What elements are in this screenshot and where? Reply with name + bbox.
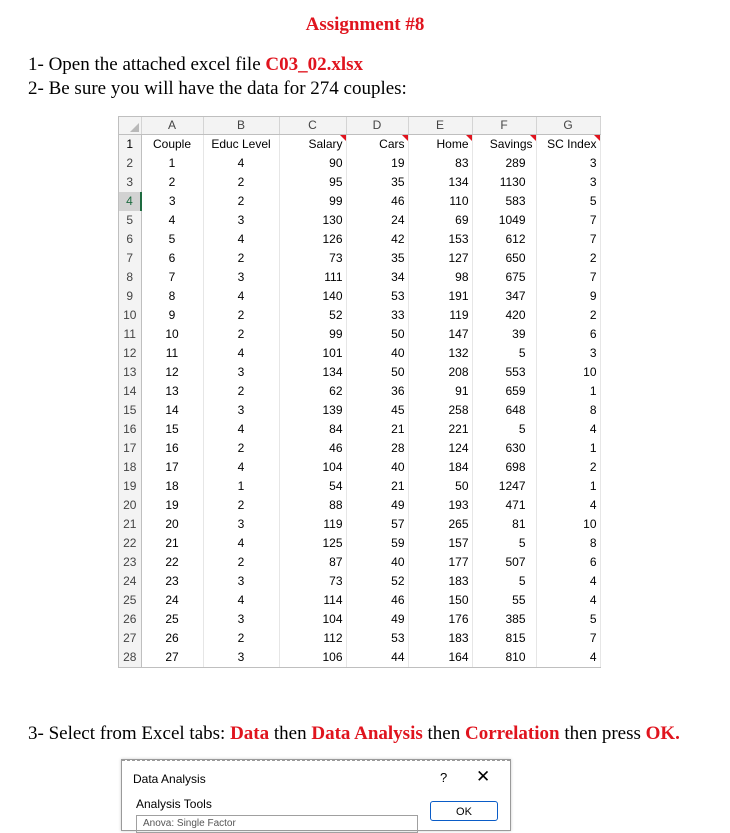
data-cell[interactable]: 83 bbox=[408, 154, 472, 173]
corner-triangle-icon bbox=[130, 123, 139, 132]
data-cell[interactable]: 4 bbox=[536, 496, 600, 515]
table-row bbox=[119, 439, 600, 458]
data-cell[interactable]: 3 bbox=[536, 344, 600, 363]
data-cell[interactable]: 127 bbox=[408, 249, 472, 268]
data-cell[interactable]: 22 bbox=[141, 553, 203, 572]
data-cell[interactable]: 13 bbox=[141, 382, 203, 401]
data-cell[interactable]: 16 bbox=[141, 439, 203, 458]
data-cell[interactable]: 8 bbox=[141, 287, 203, 306]
menu-ok: OK. bbox=[645, 723, 680, 744]
data-cell[interactable]: 150 bbox=[408, 591, 472, 610]
data-cell[interactable]: 3 bbox=[203, 363, 279, 382]
table-row bbox=[119, 173, 600, 192]
data-cell[interactable]: 147 bbox=[408, 325, 472, 344]
column-header-a[interactable]: A bbox=[141, 117, 203, 135]
row-number[interactable]: 7 bbox=[119, 249, 141, 268]
data-cell[interactable]: 46 bbox=[279, 439, 346, 458]
table-row bbox=[119, 496, 600, 515]
data-cell[interactable]: 99 bbox=[279, 325, 346, 344]
data-cell[interactable]: 24 bbox=[141, 591, 203, 610]
step-2: 2- Be sure you will have the data for 274 couples: bbox=[28, 78, 407, 99]
table-row bbox=[119, 192, 600, 211]
row-number[interactable]: 9 bbox=[119, 287, 141, 306]
data-cell[interactable]: 140 bbox=[279, 287, 346, 306]
data-cell[interactable]: 5 bbox=[472, 420, 536, 439]
table-row bbox=[119, 211, 600, 230]
data-cell[interactable]: 15 bbox=[141, 420, 203, 439]
data-cell[interactable]: 5 bbox=[472, 344, 536, 363]
table-row bbox=[119, 306, 600, 325]
data-cell[interactable]: 289 bbox=[472, 154, 536, 173]
data-cell[interactable]: 9 bbox=[536, 287, 600, 306]
data-cell[interactable]: 18 bbox=[141, 477, 203, 496]
step-3 bbox=[28, 723, 680, 745]
data-cell[interactable]: 648 bbox=[472, 401, 536, 420]
data-cell[interactable]: 553 bbox=[472, 363, 536, 382]
data-cell[interactable]: 347 bbox=[472, 287, 536, 306]
data-cell[interactable]: 69 bbox=[408, 211, 472, 230]
file-name: C03_02.xlsx bbox=[265, 54, 364, 75]
data-cell[interactable]: 42 bbox=[346, 230, 408, 249]
data-cell[interactable]: 95 bbox=[279, 173, 346, 192]
data-cell[interactable]: 6 bbox=[536, 325, 600, 344]
data-cell[interactable]: 49 bbox=[346, 610, 408, 629]
data-cell[interactable]: 2 bbox=[203, 192, 279, 211]
data-cell[interactable]: 84 bbox=[279, 420, 346, 439]
row-number[interactable]: 11 bbox=[119, 325, 141, 344]
table-row bbox=[119, 534, 600, 553]
table-row bbox=[119, 401, 600, 420]
data-cell[interactable]: 10 bbox=[536, 363, 600, 382]
data-cell[interactable]: 10 bbox=[141, 325, 203, 344]
step-1-text: 1- Open the attached excel file bbox=[28, 54, 266, 75]
data-cell[interactable]: 176 bbox=[408, 610, 472, 629]
data-cell[interactable]: 5 bbox=[141, 230, 203, 249]
row-number[interactable]: 1 bbox=[119, 135, 141, 155]
data-cell[interactable]: 34 bbox=[346, 268, 408, 287]
header-cell[interactable]: Home bbox=[408, 135, 472, 155]
data-cell[interactable]: 4 bbox=[203, 420, 279, 439]
data-cell[interactable]: 12 bbox=[141, 363, 203, 382]
row-number[interactable]: 28 bbox=[119, 648, 141, 667]
data-cell[interactable]: 111 bbox=[279, 268, 346, 287]
analysis-tools-label: Analysis Tools bbox=[136, 797, 212, 811]
data-cell[interactable]: 2 bbox=[203, 306, 279, 325]
data-cell[interactable]: 14 bbox=[141, 401, 203, 420]
data-cell[interactable]: 208 bbox=[408, 363, 472, 382]
data-cell[interactable]: 7 bbox=[536, 211, 600, 230]
data-cell[interactable]: 2 bbox=[203, 173, 279, 192]
row-number[interactable]: 12 bbox=[119, 344, 141, 363]
menu-data-analysis: Data Analysis bbox=[311, 723, 423, 744]
data-cell[interactable]: 73 bbox=[279, 249, 346, 268]
analysis-tools-list-item[interactable]: Anova: Single Factor bbox=[143, 818, 236, 829]
table-row bbox=[119, 268, 600, 287]
data-cell[interactable]: 130 bbox=[279, 211, 346, 230]
table-row bbox=[119, 249, 600, 268]
row-number[interactable]: 21 bbox=[119, 515, 141, 534]
data-cell[interactable]: 114 bbox=[279, 591, 346, 610]
data-cell[interactable]: 810 bbox=[472, 648, 536, 667]
data-cell[interactable]: 2 bbox=[203, 325, 279, 344]
menu-data: Data bbox=[230, 723, 270, 744]
data-cell[interactable]: 45 bbox=[346, 401, 408, 420]
data-cell[interactable]: 2 bbox=[536, 306, 600, 325]
data-cell[interactable]: 3 bbox=[203, 572, 279, 591]
spreadsheet-grid[interactable] bbox=[119, 117, 601, 667]
data-cell[interactable]: 10 bbox=[536, 515, 600, 534]
data-cell[interactable]: 193 bbox=[408, 496, 472, 515]
data-cell[interactable]: 7 bbox=[536, 629, 600, 648]
data-cell[interactable]: 17 bbox=[141, 458, 203, 477]
spreadsheet[interactable] bbox=[118, 116, 601, 668]
row-number[interactable]: 23 bbox=[119, 553, 141, 572]
data-cell[interactable]: 106 bbox=[279, 648, 346, 667]
data-cell[interactable]: 53 bbox=[346, 629, 408, 648]
row-number[interactable]: 5 bbox=[119, 211, 141, 230]
data-cell[interactable]: 24 bbox=[346, 211, 408, 230]
table-row bbox=[119, 591, 600, 610]
header-row bbox=[119, 135, 600, 155]
data-cell[interactable]: 177 bbox=[408, 553, 472, 572]
data-cell[interactable]: 1130 bbox=[472, 173, 536, 192]
data-cell[interactable]: 11 bbox=[141, 344, 203, 363]
dialog-top-border bbox=[122, 760, 510, 763]
data-cell[interactable]: 87 bbox=[279, 553, 346, 572]
step-3-then-3: then press bbox=[559, 723, 646, 744]
data-cell[interactable]: 258 bbox=[408, 401, 472, 420]
data-cell[interactable]: 659 bbox=[472, 382, 536, 401]
data-cell[interactable]: 8 bbox=[536, 534, 600, 553]
table-row bbox=[119, 325, 600, 344]
data-analysis-dialog bbox=[121, 759, 511, 831]
step-1 bbox=[28, 54, 363, 76]
row-number[interactable]: 19 bbox=[119, 477, 141, 496]
data-cell[interactable]: 471 bbox=[472, 496, 536, 515]
data-cell[interactable]: 126 bbox=[279, 230, 346, 249]
table-row bbox=[119, 553, 600, 572]
data-cell[interactable]: 139 bbox=[279, 401, 346, 420]
row-number[interactable]: 6 bbox=[119, 230, 141, 249]
data-cell[interactable]: 4 bbox=[203, 344, 279, 363]
data-cell[interactable]: 19 bbox=[141, 496, 203, 515]
data-cell[interactable]: 1 bbox=[536, 477, 600, 496]
data-cell[interactable]: 21 bbox=[141, 534, 203, 553]
data-cell[interactable]: 3 bbox=[203, 211, 279, 230]
data-cell[interactable]: 35 bbox=[346, 249, 408, 268]
data-cell[interactable]: 507 bbox=[472, 553, 536, 572]
data-cell[interactable]: 134 bbox=[279, 363, 346, 382]
data-cell[interactable]: 2 bbox=[203, 439, 279, 458]
data-cell[interactable]: 2 bbox=[203, 629, 279, 648]
table-row bbox=[119, 287, 600, 306]
data-cell[interactable]: 3 bbox=[203, 610, 279, 629]
data-cell[interactable]: 221 bbox=[408, 420, 472, 439]
data-cell[interactable]: 650 bbox=[472, 249, 536, 268]
select-all-corner[interactable] bbox=[119, 117, 141, 135]
data-cell[interactable]: 420 bbox=[472, 306, 536, 325]
data-cell[interactable]: 1 bbox=[203, 477, 279, 496]
data-cell[interactable]: 1 bbox=[536, 382, 600, 401]
header-cell[interactable]: Educ Level bbox=[203, 135, 279, 155]
data-cell[interactable]: 4 bbox=[203, 591, 279, 610]
data-cell[interactable]: 265 bbox=[408, 515, 472, 534]
data-cell[interactable]: 104 bbox=[279, 610, 346, 629]
data-cell[interactable]: 3 bbox=[203, 268, 279, 287]
row-number[interactable]: 25 bbox=[119, 591, 141, 610]
row-number[interactable]: 3 bbox=[119, 173, 141, 192]
data-cell[interactable]: 4 bbox=[536, 572, 600, 591]
header-cell[interactable]: Couple bbox=[141, 135, 203, 155]
table-row bbox=[119, 344, 600, 363]
data-cell[interactable]: 164 bbox=[408, 648, 472, 667]
data-cell[interactable]: 21 bbox=[346, 420, 408, 439]
row-number[interactable]: 16 bbox=[119, 420, 141, 439]
header-cell[interactable]: SC Index bbox=[536, 135, 600, 155]
data-cell[interactable]: 153 bbox=[408, 230, 472, 249]
data-cell[interactable]: 124 bbox=[408, 439, 472, 458]
page-title: Assignment #8 bbox=[305, 14, 425, 35]
data-cell[interactable]: 21 bbox=[346, 477, 408, 496]
data-cell[interactable]: 54 bbox=[279, 477, 346, 496]
data-cell[interactable]: 4 bbox=[203, 458, 279, 477]
data-cell[interactable]: 4 bbox=[203, 154, 279, 173]
data-cell[interactable]: 46 bbox=[346, 591, 408, 610]
data-cell[interactable]: 4 bbox=[203, 287, 279, 306]
data-cell[interactable]: 4 bbox=[536, 591, 600, 610]
data-cell[interactable]: 52 bbox=[346, 572, 408, 591]
data-cell[interactable]: 35 bbox=[346, 173, 408, 192]
row-number[interactable]: 18 bbox=[119, 458, 141, 477]
data-cell[interactable]: 191 bbox=[408, 287, 472, 306]
data-cell[interactable]: 46 bbox=[346, 192, 408, 211]
row-number[interactable]: 15 bbox=[119, 401, 141, 420]
data-cell[interactable]: 1 bbox=[141, 154, 203, 173]
data-cell[interactable]: 62 bbox=[279, 382, 346, 401]
data-cell[interactable]: 55 bbox=[472, 591, 536, 610]
column-header-b[interactable]: B bbox=[203, 117, 279, 135]
data-cell[interactable]: 7 bbox=[536, 230, 600, 249]
data-cell[interactable]: 815 bbox=[472, 629, 536, 648]
data-cell[interactable]: 23 bbox=[141, 572, 203, 591]
data-cell[interactable]: 40 bbox=[346, 553, 408, 572]
data-cell[interactable]: 630 bbox=[472, 439, 536, 458]
data-cell[interactable]: 110 bbox=[408, 192, 472, 211]
data-cell[interactable]: 39 bbox=[472, 325, 536, 344]
header-cell[interactable]: Salary bbox=[279, 135, 346, 155]
data-cell[interactable]: 98 bbox=[408, 268, 472, 287]
data-cell[interactable]: 5 bbox=[472, 534, 536, 553]
data-cell[interactable]: 28 bbox=[346, 439, 408, 458]
dialog-title: Data Analysis bbox=[133, 772, 206, 786]
row-number[interactable]: 20 bbox=[119, 496, 141, 515]
data-cell[interactable]: 90 bbox=[279, 154, 346, 173]
data-cell[interactable]: 7 bbox=[141, 268, 203, 287]
data-cell[interactable]: 6 bbox=[141, 249, 203, 268]
row-number[interactable]: 17 bbox=[119, 439, 141, 458]
header-cell[interactable]: Savings bbox=[472, 135, 536, 155]
data-cell[interactable]: 4 bbox=[536, 420, 600, 439]
table-row bbox=[119, 154, 600, 173]
table-row bbox=[119, 515, 600, 534]
data-cell[interactable]: 5 bbox=[536, 610, 600, 629]
data-cell[interactable]: 3 bbox=[141, 192, 203, 211]
data-cell[interactable]: 50 bbox=[346, 363, 408, 382]
column-header-g[interactable]: G bbox=[536, 117, 600, 135]
close-icon[interactable]: ✕ bbox=[476, 767, 491, 786]
data-cell[interactable]: 4 bbox=[141, 211, 203, 230]
data-cell[interactable]: 583 bbox=[472, 192, 536, 211]
data-cell[interactable]: 132 bbox=[408, 344, 472, 363]
data-cell[interactable]: 33 bbox=[346, 306, 408, 325]
data-cell[interactable]: 104 bbox=[279, 458, 346, 477]
column-header-c[interactable]: C bbox=[279, 117, 346, 135]
data-cell[interactable]: 183 bbox=[408, 629, 472, 648]
data-cell[interactable]: 5 bbox=[472, 572, 536, 591]
data-cell[interactable]: 675 bbox=[472, 268, 536, 287]
table-row bbox=[119, 610, 600, 629]
help-icon[interactable]: ? bbox=[440, 770, 448, 785]
row-number[interactable]: 22 bbox=[119, 534, 141, 553]
data-cell[interactable]: 36 bbox=[346, 382, 408, 401]
data-cell[interactable]: 44 bbox=[346, 648, 408, 667]
data-cell[interactable]: 125 bbox=[279, 534, 346, 553]
data-cell[interactable]: 2 bbox=[536, 249, 600, 268]
data-cell[interactable]: 91 bbox=[408, 382, 472, 401]
data-cell[interactable]: 3 bbox=[203, 401, 279, 420]
data-cell[interactable]: 4 bbox=[536, 648, 600, 667]
data-cell[interactable]: 1 bbox=[536, 439, 600, 458]
data-cell[interactable]: 88 bbox=[279, 496, 346, 515]
table-row bbox=[119, 572, 600, 591]
data-cell[interactable]: 2 bbox=[203, 553, 279, 572]
table-row bbox=[119, 648, 600, 667]
data-cell[interactable]: 40 bbox=[346, 458, 408, 477]
data-cell[interactable]: 2 bbox=[203, 496, 279, 515]
data-cell[interactable]: 40 bbox=[346, 344, 408, 363]
data-cell[interactable]: 7 bbox=[536, 268, 600, 287]
data-cell[interactable]: 134 bbox=[408, 173, 472, 192]
data-cell[interactable]: 3 bbox=[536, 154, 600, 173]
data-cell[interactable]: 184 bbox=[408, 458, 472, 477]
column-header-e[interactable]: E bbox=[408, 117, 472, 135]
data-cell[interactable]: 2 bbox=[203, 382, 279, 401]
data-cell[interactable]: 3 bbox=[203, 648, 279, 667]
data-cell[interactable]: 112 bbox=[279, 629, 346, 648]
data-cell[interactable]: 59 bbox=[346, 534, 408, 553]
row-number[interactable]: 26 bbox=[119, 610, 141, 629]
column-letters bbox=[119, 117, 600, 135]
data-cell[interactable]: 3 bbox=[536, 173, 600, 192]
table-row bbox=[119, 629, 600, 648]
header-cell[interactable]: Cars bbox=[346, 135, 408, 155]
data-cell[interactable]: 119 bbox=[279, 515, 346, 534]
data-cell[interactable]: 5 bbox=[536, 192, 600, 211]
data-cell[interactable]: 52 bbox=[279, 306, 346, 325]
analysis-tools-list[interactable] bbox=[136, 815, 418, 833]
column-header-d[interactable]: D bbox=[346, 117, 408, 135]
table-row bbox=[119, 363, 600, 382]
data-cell[interactable]: 50 bbox=[408, 477, 472, 496]
step-3-then-2: then bbox=[422, 723, 465, 744]
data-cell[interactable]: 57 bbox=[346, 515, 408, 534]
row-number[interactable]: 4 bbox=[119, 192, 141, 211]
menu-correlation: Correlation bbox=[464, 723, 560, 744]
data-cell[interactable]: 2 bbox=[203, 249, 279, 268]
data-cell[interactable]: 99 bbox=[279, 192, 346, 211]
data-cell[interactable]: 25 bbox=[141, 610, 203, 629]
row-number[interactable]: 2 bbox=[119, 154, 141, 173]
data-cell[interactable]: 157 bbox=[408, 534, 472, 553]
data-cell[interactable]: 2 bbox=[141, 173, 203, 192]
column-header-f[interactable]: F bbox=[472, 117, 536, 135]
row-number[interactable]: 14 bbox=[119, 382, 141, 401]
step-3-text: 3- Select from Excel tabs: bbox=[28, 723, 231, 744]
data-cell[interactable]: 8 bbox=[536, 401, 600, 420]
ok-button[interactable]: OK bbox=[430, 801, 498, 821]
data-cell[interactable]: 183 bbox=[408, 572, 472, 591]
data-cell[interactable]: 1247 bbox=[472, 477, 536, 496]
data-cell[interactable]: 4 bbox=[203, 534, 279, 553]
data-cell[interactable]: 27 bbox=[141, 648, 203, 667]
table-row bbox=[119, 230, 600, 249]
data-cell[interactable]: 2 bbox=[536, 458, 600, 477]
table-row bbox=[119, 458, 600, 477]
data-cell[interactable]: 385 bbox=[472, 610, 536, 629]
row-number[interactable]: 13 bbox=[119, 363, 141, 382]
data-cell[interactable]: 26 bbox=[141, 629, 203, 648]
data-cell[interactable]: 19 bbox=[346, 154, 408, 173]
data-cell[interactable]: 698 bbox=[472, 458, 536, 477]
data-cell[interactable]: 49 bbox=[346, 496, 408, 515]
data-cell[interactable]: 53 bbox=[346, 287, 408, 306]
data-cell[interactable]: 612 bbox=[472, 230, 536, 249]
row-number[interactable]: 24 bbox=[119, 572, 141, 591]
data-cell[interactable]: 101 bbox=[279, 344, 346, 363]
table-row bbox=[119, 477, 600, 496]
data-cell[interactable]: 3 bbox=[203, 515, 279, 534]
table-row bbox=[119, 420, 600, 439]
data-cell[interactable]: 9 bbox=[141, 306, 203, 325]
data-cell[interactable]: 4 bbox=[203, 230, 279, 249]
data-cell[interactable]: 119 bbox=[408, 306, 472, 325]
data-cell[interactable]: 81 bbox=[472, 515, 536, 534]
data-cell[interactable]: 73 bbox=[279, 572, 346, 591]
data-cell[interactable]: 20 bbox=[141, 515, 203, 534]
data-cell[interactable]: 50 bbox=[346, 325, 408, 344]
step-3-then-1: then bbox=[269, 723, 312, 744]
row-number[interactable]: 10 bbox=[119, 306, 141, 325]
row-number[interactable]: 27 bbox=[119, 629, 141, 648]
data-cell[interactable]: 1049 bbox=[472, 211, 536, 230]
data-cell[interactable]: 6 bbox=[536, 553, 600, 572]
row-number[interactable]: 8 bbox=[119, 268, 141, 287]
table-row bbox=[119, 382, 600, 401]
